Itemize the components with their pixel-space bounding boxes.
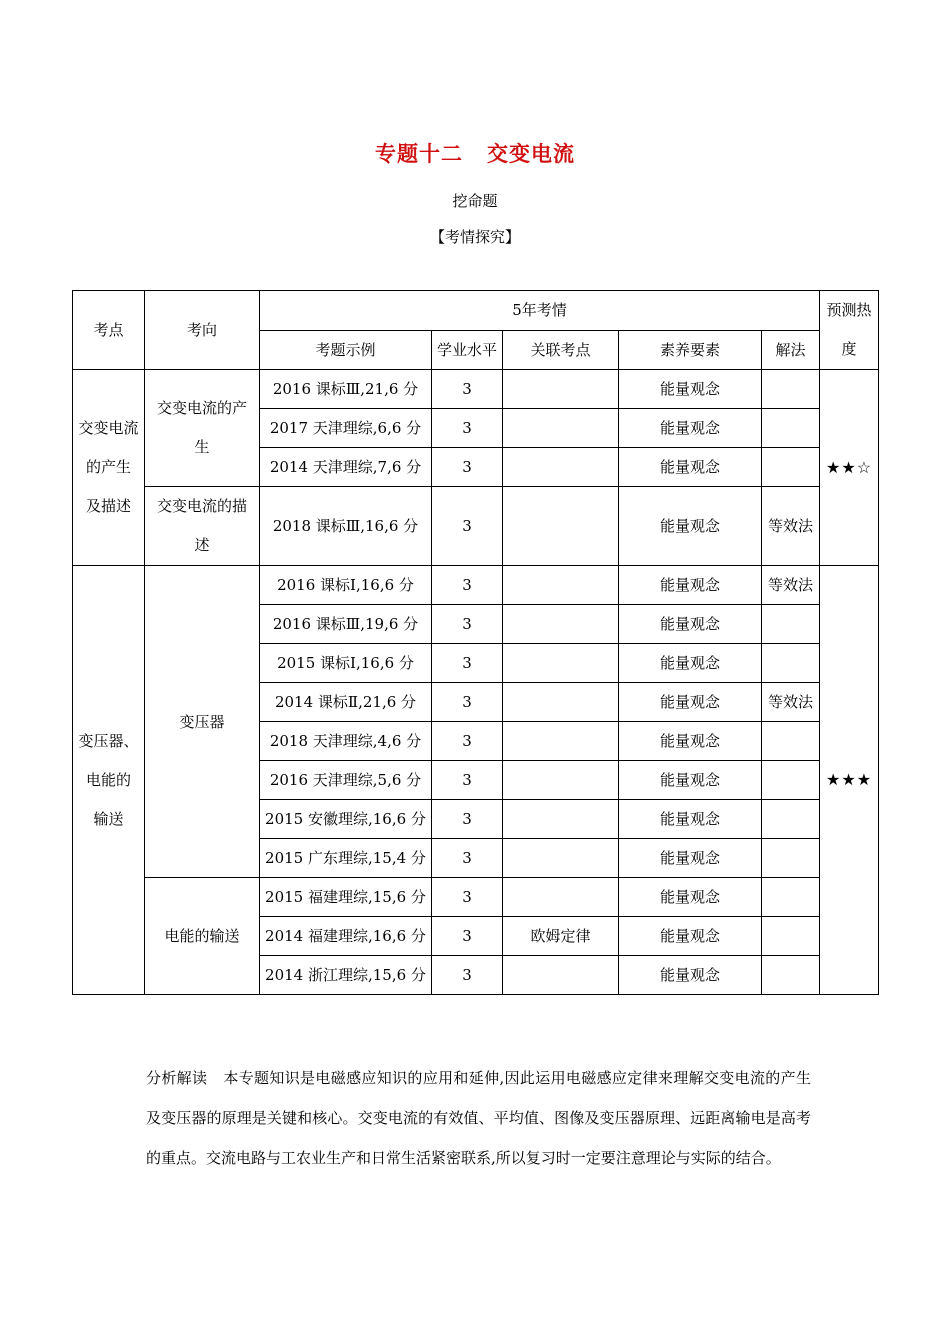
- example-cell: 2017 天津理综,6,6 分: [260, 409, 432, 448]
- title-part2: 交变电流: [487, 141, 575, 166]
- kaodian-line: 交变电流: [78, 419, 139, 437]
- related-cell: [503, 839, 619, 878]
- example-cell: 2014 课标Ⅱ,21,6 分: [260, 683, 432, 722]
- example-cell: 2018 天津理综,4,6 分: [260, 722, 432, 761]
- literacy-cell: 能量观念: [619, 722, 762, 761]
- level-cell: 3: [432, 644, 503, 683]
- section-heading: 【考情探究】: [429, 228, 520, 246]
- method-cell: [762, 644, 820, 683]
- kaodian-cell: [73, 566, 145, 995]
- title-part1: 专题十二: [375, 141, 463, 166]
- literacy-cell: 能量观念: [619, 683, 762, 722]
- related-cell: 欧姆定律: [503, 917, 619, 956]
- level-cell: 3: [432, 956, 503, 995]
- related-cell: [503, 800, 619, 839]
- header-related: 关联考点: [503, 330, 619, 370]
- kaodian-line: 电能的: [85, 770, 131, 789]
- method-cell: [762, 761, 820, 800]
- level-cell: 3: [432, 566, 503, 605]
- method-cell: 等效法: [762, 566, 820, 605]
- example-cell: 2018 课标Ⅲ,16,6 分: [260, 487, 432, 566]
- header-five-year: 5年考情: [260, 291, 820, 331]
- method-cell: [762, 605, 820, 644]
- method-cell: [762, 839, 820, 878]
- literacy-cell: 能量观念: [619, 566, 762, 605]
- related-cell: [503, 370, 619, 409]
- method-cell: [762, 956, 820, 995]
- header-example: 考题示例: [260, 330, 432, 370]
- table-row: [73, 878, 879, 917]
- level-cell: 3: [432, 917, 503, 956]
- literacy-cell: 能量观念: [619, 761, 762, 800]
- method-cell: [762, 370, 820, 409]
- analysis-label: 分析解读: [146, 1069, 208, 1087]
- example-cell: 2015 课标Ⅰ,16,6 分: [260, 644, 432, 683]
- example-cell: 2015 福建理综,15,6 分: [260, 878, 432, 917]
- level-cell: 3: [432, 487, 503, 566]
- heat-rating: ★★☆: [820, 370, 879, 566]
- kaoxiang-line: 生: [194, 438, 210, 456]
- method-cell: [762, 448, 820, 487]
- header-kaodian: 考点: [73, 291, 145, 370]
- literacy-cell: 能量观念: [619, 956, 762, 995]
- literacy-cell: 能量观念: [619, 878, 762, 917]
- method-cell: [762, 722, 820, 761]
- analysis-text: 本专题知识是电磁感应知识的应用和延伸,因此运用电磁感应定律来理解交变电流的产生及变压器的原理是关键和核心。交变电流的有效值、平均值、图像及变压器原理、远距离输电是高考的重点。交流电路与工农业生产和日常生活紧密联系,所以复习时一定要注意理论与实际的结合。: [146, 1069, 811, 1167]
- method-cell: [762, 878, 820, 917]
- literacy-cell: 能量观念: [619, 370, 762, 409]
- literacy-cell: 能量观念: [619, 605, 762, 644]
- level-cell: 3: [432, 722, 503, 761]
- level-cell: 3: [432, 761, 503, 800]
- exam-analysis-table: [72, 290, 879, 995]
- literacy-cell: 能量观念: [619, 487, 762, 566]
- example-cell: 2015 安徽理综,16,6 分: [260, 800, 432, 839]
- literacy-cell: 能量观念: [619, 409, 762, 448]
- kaodian-line: 及描述: [85, 497, 131, 515]
- related-cell: [503, 644, 619, 683]
- kaodian-line: 输送: [93, 809, 124, 828]
- literacy-cell: 能量观念: [619, 644, 762, 683]
- related-cell: [503, 566, 619, 605]
- kaoxiang-cell: [145, 487, 260, 566]
- table-row: [73, 566, 879, 605]
- header-kaoxiang: 考向: [145, 291, 260, 370]
- level-cell: 3: [432, 448, 503, 487]
- kaodian-line: 变压器、: [78, 731, 139, 750]
- literacy-cell: 能量观念: [619, 917, 762, 956]
- literacy-cell: 能量观念: [619, 839, 762, 878]
- heat-rating: ★★★: [820, 566, 879, 995]
- level-cell: 3: [432, 409, 503, 448]
- related-cell: [503, 448, 619, 487]
- table-row: [73, 487, 879, 566]
- example-cell: 2016 课标Ⅲ,19,6 分: [260, 605, 432, 644]
- analysis-paragraph: [146, 1058, 811, 1178]
- example-cell: 2016 课标Ⅲ,21,6 分: [260, 370, 432, 409]
- kaodian-cell: [73, 370, 145, 566]
- header-heat-l2: 度: [841, 340, 857, 358]
- header-literacy: 素养要素: [619, 330, 762, 370]
- related-cell: [503, 409, 619, 448]
- method-cell: 等效法: [762, 487, 820, 566]
- kaoxiang-line: 述: [194, 536, 210, 554]
- header-row-1: [73, 291, 879, 331]
- subtitle: 挖命题: [452, 192, 498, 210]
- method-cell: [762, 917, 820, 956]
- example-cell: 2014 福建理综,16,6 分: [260, 917, 432, 956]
- method-cell: 等效法: [762, 683, 820, 722]
- example-cell: 2016 课标Ⅰ,16,6 分: [260, 566, 432, 605]
- level-cell: 3: [432, 878, 503, 917]
- kaoxiang-cell: 电能的输送: [145, 878, 260, 995]
- example-cell: 2014 浙江理综,15,6 分: [260, 956, 432, 995]
- kaoxiang-cell: [145, 370, 260, 487]
- method-cell: [762, 800, 820, 839]
- related-cell: [503, 683, 619, 722]
- literacy-cell: 能量观念: [619, 448, 762, 487]
- level-cell: 3: [432, 605, 503, 644]
- related-cell: [503, 761, 619, 800]
- example-cell: 2014 天津理综,7,6 分: [260, 448, 432, 487]
- level-cell: 3: [432, 683, 503, 722]
- table-row: [73, 370, 879, 409]
- header-heat: [820, 291, 879, 370]
- related-cell: [503, 722, 619, 761]
- page-title: [0, 138, 950, 168]
- level-cell: 3: [432, 800, 503, 839]
- kaoxiang-cell: 变压器: [145, 566, 260, 878]
- header-heat-l1: 预测热: [826, 301, 872, 319]
- header-level: 学业水平: [432, 330, 503, 370]
- related-cell: [503, 605, 619, 644]
- example-cell: 2015 广东理综,15,4 分: [260, 839, 432, 878]
- related-cell: [503, 956, 619, 995]
- kaodian-line: 的产生: [85, 458, 131, 476]
- related-cell: [503, 878, 619, 917]
- level-cell: 3: [432, 370, 503, 409]
- kaoxiang-line: 交变电流的描: [156, 497, 247, 515]
- method-cell: [762, 409, 820, 448]
- related-cell: [503, 487, 619, 566]
- header-method: 解法: [762, 330, 820, 370]
- literacy-cell: 能量观念: [619, 800, 762, 839]
- level-cell: 3: [432, 839, 503, 878]
- example-cell: 2016 天津理综,5,6 分: [260, 761, 432, 800]
- kaoxiang-line: 交变电流的产: [156, 399, 247, 417]
